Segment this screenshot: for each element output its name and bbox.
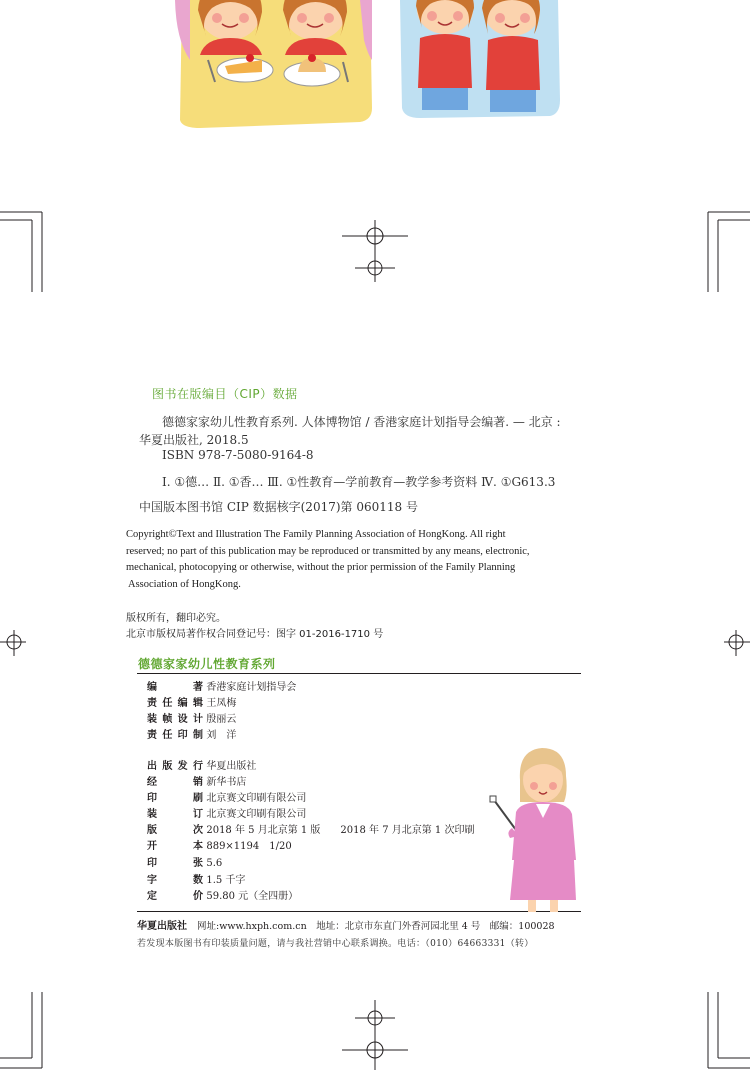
credit-label: 定 价 [147, 891, 203, 902]
copyright-line: mechanical, photocopying or otherwise, without the prior permission of the Family Planning [126, 562, 516, 573]
credit-label: 编 著 [147, 682, 203, 693]
credit-row-edition [147, 823, 474, 838]
credit-value: 北京赛文印刷有限公司 [206, 793, 307, 804]
credit-label: 装帧设计 [147, 714, 203, 725]
credit-row-designer [147, 712, 236, 727]
divider [137, 673, 581, 674]
credit-row-publisher [147, 759, 256, 774]
credit-row-editor [147, 696, 236, 711]
credit-row-format [147, 839, 292, 854]
credit-value: 1.5 千字 [206, 875, 246, 886]
credit-label: 装 订 [147, 809, 203, 820]
credit-label: 字 数 [147, 875, 203, 886]
credit-row-printer [147, 791, 306, 806]
credit-label: 开 本 [147, 841, 203, 852]
credit-value: 华夏出版社 [206, 761, 257, 772]
credit-row-distributor [147, 775, 246, 790]
credit-value: 殷丽云 [206, 714, 237, 725]
cip-line-1: 德德家家幼儿性教育系列. 人体博物馆 / 香港家庭计划指导会编著. — 北京 : [162, 415, 561, 429]
credit-value: 新华书店 [206, 777, 247, 788]
credit-row-printing [147, 728, 236, 743]
teacher-illustration [480, 740, 595, 915]
copyright-line: Association of HongKong. [128, 578, 241, 590]
credit-value: 889×1194 1/20 [206, 841, 292, 852]
credit-value: 香港家庭计划指导会 [206, 682, 297, 693]
credit-value: 刘 洋 [206, 730, 237, 741]
copyright-notice [126, 527, 556, 593]
publisher-footer [137, 917, 555, 932]
contract-registration: 北京市版权局著作权合同登记号：图字 01-2016-1710 号 [126, 629, 384, 640]
cip-line-2: 华夏出版社, 2018.5 [139, 433, 249, 447]
credit-row-author [147, 680, 296, 695]
quality-notice: 若发现本版图书有印装质量问题，请与我社营销中心联系调换。电话：（010）64663331（转） [137, 939, 534, 949]
credit-label: 印 张 [147, 858, 203, 869]
credit-label: 责任编辑 [147, 698, 203, 709]
credit-label: 责任印制 [147, 730, 203, 741]
cip-classification: Ⅰ. ①德… Ⅱ. ①香… Ⅲ. ①性教育—学前教育—教学参考资料 Ⅳ. ①G613.3 [162, 475, 556, 489]
copyright-line: reserved; no part of this publication may be reproduced or transmitted by any means, electronic, [126, 545, 530, 557]
cip-title: 图书在版编目（CIP）数据 [152, 387, 298, 401]
credit-row-sheets [147, 856, 222, 871]
copyright-line: Copyright©Text and Illustration The Family Planning Association of HongKong. All right [126, 529, 506, 540]
credit-label: 印 刷 [147, 793, 203, 804]
publisher-name: 华夏出版社 [137, 921, 187, 932]
credit-label: 出版发行 [147, 761, 203, 772]
credit-value: 2018 年 5 月北京第 1 版 2018 年 7 月北京第 1 次印刷 [206, 825, 475, 836]
series-title: 德德家家幼儿性教育系列 [138, 657, 276, 671]
credit-value: 王凤梅 [206, 698, 237, 709]
credit-value: 5.6 [206, 858, 223, 869]
cip-isbn: ISBN 978-7-5080-9164-8 [162, 448, 314, 462]
rights-reserved: 版权所有，翻印必究。 [126, 613, 226, 624]
publisher-details: 网址:www.hxph.com.cn 地址：北京市东直门外香河园北里 4 号 邮编：100028 [197, 921, 555, 932]
credit-value: 59.80 元（全四册） [206, 891, 299, 902]
credit-row-word-count [147, 873, 245, 888]
credit-label: 经 销 [147, 777, 203, 788]
credit-label: 版 次 [147, 825, 203, 836]
credit-row-binding [147, 807, 306, 822]
credit-row-price [147, 889, 298, 904]
cip-number: 中国版本图书馆 CIP 数据核字(2017)第 060118 号 [139, 500, 418, 514]
credit-value: 北京赛文印刷有限公司 [206, 809, 307, 820]
